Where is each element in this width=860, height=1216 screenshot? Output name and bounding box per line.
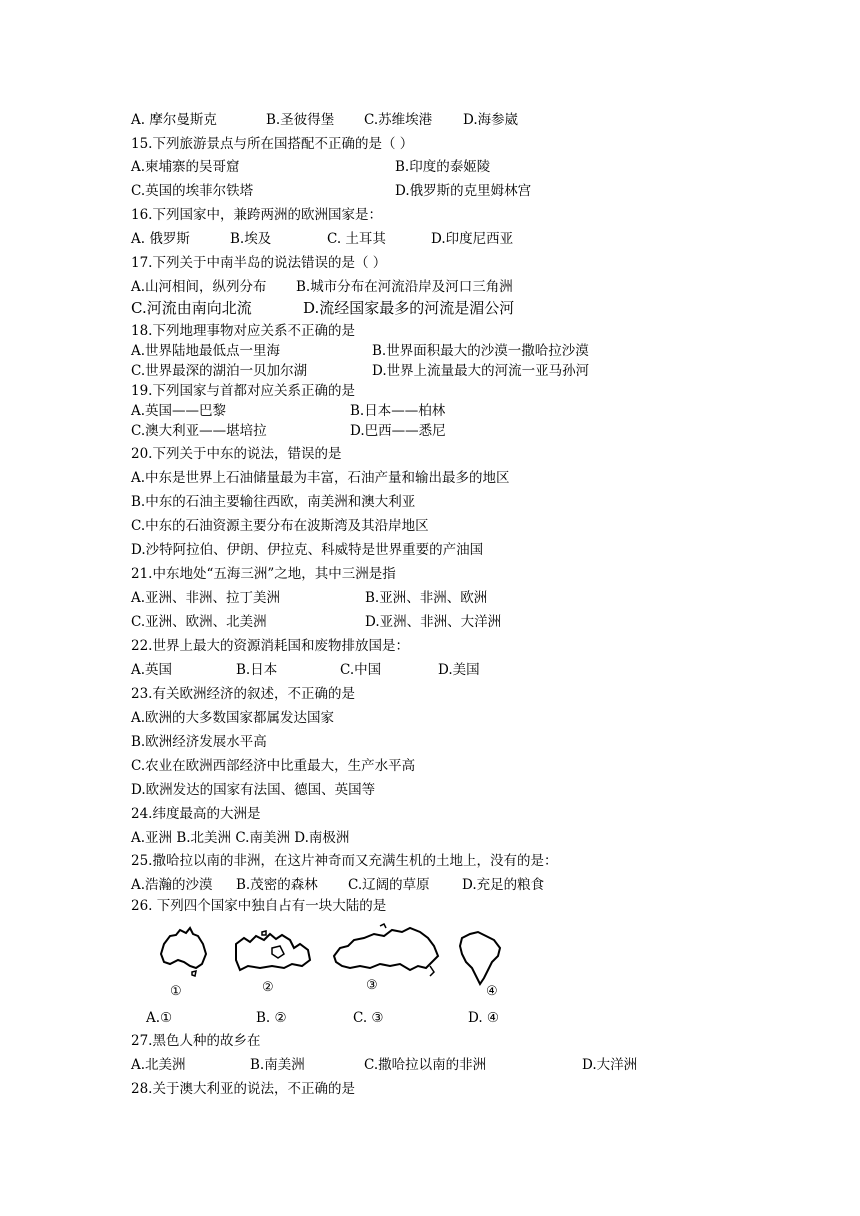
q17-option-c[interactable]: C.河流由南向北流 [131, 299, 252, 317]
q27-option-d[interactable]: D.大洋洲 [582, 1057, 638, 1073]
q19-option-c[interactable]: C.澳大利亚——堪培拉 [131, 423, 267, 439]
q26-option-c[interactable]: C. ③ [353, 1010, 384, 1026]
q22-option-c[interactable]: C.中国 [340, 662, 382, 678]
q20-option-d[interactable]: D.沙特阿拉伯、伊朗、伊拉克、科威特是世界重要的产油国 [131, 542, 484, 558]
q17-option-b[interactable]: B.城市分布在河流沿岸及河口三角洲 [296, 279, 513, 295]
q26-option-a[interactable]: A.① [146, 1010, 173, 1026]
australia-map [156, 924, 212, 980]
q21-option-b[interactable]: B.亚洲、非洲、欧洲 [365, 590, 488, 606]
q15-stem: 15.下列旅游景点与所在国搭配不正确的是（ ） [131, 136, 414, 152]
q18-option-a[interactable]: A.世界陆地最低点一里海 [131, 343, 281, 359]
q23-stem: 23.有关欧洲经济的叙述，不正确的是 [131, 686, 355, 702]
map-label-1: ① [170, 984, 182, 999]
q20-option-c[interactable]: C.中东的石油资源主要分布在波斯湾及其沿岸地区 [131, 518, 429, 534]
canada-map [232, 930, 314, 974]
q26-stem: 26. 下列四个国家中独自占有一块大陆的是 [131, 898, 387, 914]
map-label-4: ④ [486, 984, 498, 999]
q16-option-b[interactable]: B.埃及 [230, 231, 272, 247]
q22-option-d[interactable]: D.美国 [438, 662, 480, 678]
q19-option-b[interactable]: B.日本——柏林 [350, 403, 446, 419]
q23-option-c[interactable]: C.农业在欧洲西部经济中比重最大，生产水平高 [131, 758, 416, 774]
brazil-map [454, 928, 506, 990]
q26-option-b[interactable]: B. ② [256, 1010, 287, 1026]
q15-option-a[interactable]: A.柬埔寨的吴哥窟 [131, 159, 240, 175]
q16-stem: 16.下列国家中，兼跨两洲的欧洲国家是： [131, 207, 382, 223]
q21-option-c[interactable]: C.亚洲、欧洲、北美洲 [131, 614, 267, 630]
q16-option-a[interactable]: A. 俄罗斯 [131, 231, 190, 247]
q23-option-b[interactable]: B.欧洲经济发展水平高 [131, 734, 267, 750]
q27-stem: 27.黑色人种的故乡在 [131, 1033, 261, 1049]
q19-stem: 19.下列国家与首都对应关系正确的是 [131, 383, 355, 399]
map-label-3: ③ [366, 978, 378, 993]
q23-option-a[interactable]: A.欧洲的大多数国家都属发达国家 [131, 710, 335, 726]
q21-stem: 21.中东地处“五海三洲”之地，其中三洲是指 [131, 566, 396, 582]
q17-stem: 17.下列关于中南半岛的说法错误的是（ ） [131, 255, 387, 271]
country-maps [150, 920, 510, 1004]
q16-option-c[interactable]: C. 土耳其 [327, 231, 386, 247]
q15-option-d[interactable]: D.俄罗斯的克里姆林宫 [395, 183, 532, 199]
q25-option-a[interactable]: A.浩瀚的沙漠 [131, 877, 213, 893]
q15-option-c[interactable]: C.英国的埃菲尔铁塔 [131, 183, 254, 199]
q18-option-c[interactable]: C.世界最深的湖泊一贝加尔湖 [131, 363, 308, 379]
q14-option-a[interactable]: A. 摩尔曼斯克 [131, 112, 217, 128]
q18-stem: 18.下列地理事物对应关系不正确的是 [131, 323, 355, 339]
q17-option-a[interactable]: A.山河相间，纵列分布 [131, 279, 267, 295]
q28-stem: 28.关于澳大利亚的说法，不正确的是 [131, 1081, 355, 1097]
q20-option-b[interactable]: B.中东的石油主要输往西欧，南美洲和澳大利亚 [131, 494, 416, 510]
q14-option-c[interactable]: C.苏维埃港 [364, 112, 433, 128]
q18-option-d[interactable]: D.世界上流量最大的河流一亚马孙河 [372, 363, 590, 379]
q22-option-a[interactable]: A.英国 [131, 662, 173, 678]
q21-option-a[interactable]: A.亚洲、非洲、拉丁美洲 [131, 590, 281, 606]
q23-option-d[interactable]: D.欧洲发达的国家有法国、德国、英国等 [131, 782, 376, 798]
q19-option-d[interactable]: D.巴西——悉尼 [350, 423, 446, 439]
q25-option-c[interactable]: C.辽阔的草原 [348, 877, 430, 893]
q27-option-b[interactable]: B.南美洲 [250, 1057, 305, 1073]
q25-option-b[interactable]: B.茂密的森林 [236, 877, 318, 893]
q26-option-d[interactable]: D. ④ [468, 1010, 500, 1026]
q22-option-b[interactable]: B.日本 [236, 662, 278, 678]
map-label-2: ② [262, 980, 274, 995]
q20-stem: 20.下列关于中东的说法，错误的是 [131, 446, 342, 462]
q14-option-b[interactable]: B.圣彼得堡 [266, 112, 335, 128]
q14-option-d[interactable]: D.海参崴 [463, 112, 519, 128]
q27-option-a[interactable]: A.北美洲 [131, 1057, 186, 1073]
q15-option-b[interactable]: B.印度的泰姬陵 [395, 159, 491, 175]
q25-stem: 25.撒哈拉以南的非洲，在这片神奇而又充满生机的土地上，没有的是： [131, 853, 558, 869]
q21-option-d[interactable]: D.亚洲、非洲、大洋洲 [365, 614, 502, 630]
russia-map [330, 922, 442, 980]
q19-option-a[interactable]: A.英国——巴黎 [131, 403, 227, 419]
q24-stem: 24.纬度最高的大洲是 [131, 806, 261, 822]
q17-option-d[interactable]: D.流经国家最多的河流是湄公河 [303, 299, 515, 317]
q16-option-d[interactable]: D.印度尼西亚 [431, 231, 514, 247]
q27-option-c[interactable]: C.撒哈拉以南的非洲 [364, 1057, 487, 1073]
q22-stem: 22.世界上最大的资源消耗国和废物排放国是： [131, 638, 409, 654]
q18-option-b[interactable]: B.世界面积最大的沙漠一撒哈拉沙漠 [372, 343, 589, 359]
q24-options[interactable]: A.亚洲 B.北美洲 C.南美洲 D.南极洲 [131, 830, 350, 846]
q20-option-a[interactable]: A.中东是世界上石油储量最为丰富，石油产量和输出最多的地区 [131, 470, 510, 486]
q25-option-d[interactable]: D.充足的粮食 [462, 877, 545, 893]
